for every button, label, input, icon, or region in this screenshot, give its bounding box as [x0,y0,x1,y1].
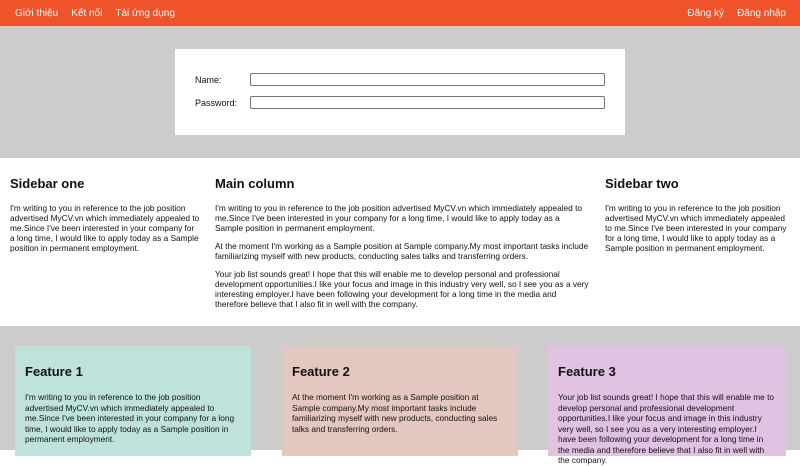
nav-link-download-app[interactable]: Tải ứng dụng [115,7,175,19]
name-row [195,73,605,86]
password-label: Password: [195,97,238,108]
sidebar-one [10,176,200,261]
main-content-row [0,158,800,326]
sidebar-one-text: I'm writing to you in reference to the job position advertised MyCV.vn which immediately appealed to me.Since I've been interested in your company for a long time, I would like to apply today as a Sample position in permanent employment. [10,203,200,253]
nav-link-register[interactable]: Đăng ký [687,7,725,19]
nav-link-login[interactable]: Đăng nhập [737,7,786,19]
nav-left-group [15,8,175,19]
feature-title: Feature 2 [292,364,350,379]
name-input[interactable] [250,73,605,86]
login-form [175,49,625,135]
main-paragraph: Your job list sounds great! I hope that this will enable me to develop personal and professional development opportunities.I like your focus and image in this industry very well, so I see you as a very interesting employer.I have been following your development for a long time in the media and therefore believe that I also fit in well with the company. [215,269,589,309]
main-column-title: Main column [215,176,295,191]
sidebar-two [605,176,793,261]
sidebar-one-title: Sidebar one [10,176,85,191]
nav-link-connect[interactable]: Kết nối [71,7,103,19]
nav-link-about[interactable]: Giới thiệu [15,7,59,19]
feature-text: At the moment I'm working as a Sample position at Sample company.My most important tasks include familiarizing myself with new products, conducting sales talks and transferring orders. [292,392,498,434]
password-input[interactable] [250,96,605,109]
feature-card-2 [282,346,518,456]
main-column [215,176,590,317]
sidebar-two-text: I'm writing to you in reference to the job position advertised MyCV.vn which immediately appealed to me.Since I've been interested in your company for a long time, I would like to apply today as a Sample position in permanent employment. [605,203,787,253]
features-section [0,326,800,465]
sidebar-two-title: Sidebar two [605,176,679,191]
password-row [195,96,605,109]
feature-title: Feature 1 [25,364,83,379]
top-navbar [0,0,800,26]
main-paragraph: I'm writing to you in reference to the job position advertised MyCV.vn which immediately appealed to me.Since I've been interested in your company for a long time, I would like to apply today as a Sample position in permanent employment. [215,203,582,233]
feature-title: Feature 3 [558,364,616,379]
login-section [0,26,800,158]
feature-text: I'm writing to you in reference to the job position advertised MyCV.vn which immediately appealed to me.Since I've been interested in your company for a long time, I would like to apply today as a Sample position in permanent employment. [25,392,235,444]
main-paragraph: At the moment I'm working as a Sample position at Sample company.My most important tasks include familiarizing myself with new products, conducting sales talks and transferring orders. [215,241,589,261]
nav-right-group [687,8,786,19]
name-label: Name: [195,74,222,85]
feature-card-1 [15,346,251,456]
feature-card-3 [548,346,786,465]
feature-text: Your job list sounds great! I hope that this will enable me to develop personal and professional development opportunities.I like your focus and image in this industry very well, so I see you as a very interesting employer.I have been following your development for a long time in the media and therefore believe that I also fit in well with the company. [558,392,775,465]
